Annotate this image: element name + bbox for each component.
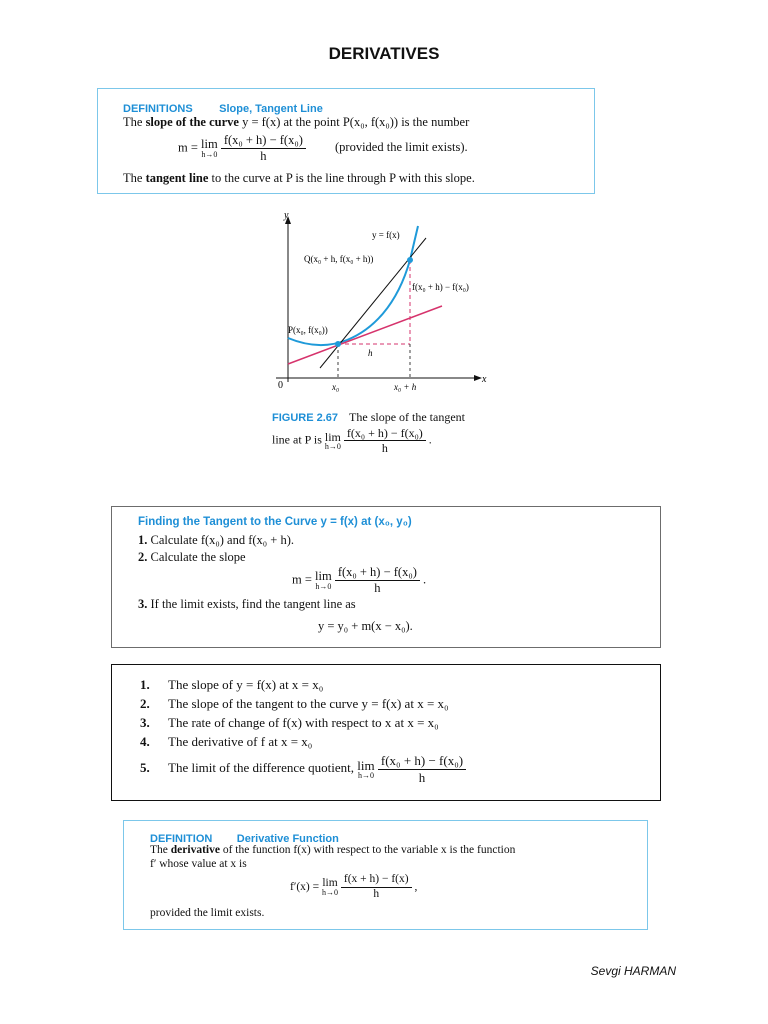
tangent-equation: y = y₀ + m(x − x₀). <box>318 619 413 633</box>
caption-end: . <box>428 432 432 447</box>
caption-text: The slope of the tangent <box>349 410 465 424</box>
formula-prefix: f′(x) = <box>290 880 322 893</box>
caption-line-2 <box>272 426 432 456</box>
curve-label: y = f(x) <box>372 230 400 240</box>
definition-label: DEFINITION <box>150 833 213 845</box>
author-name: Sevgi HARMAN <box>590 964 676 978</box>
definition-topic: Derivative Function <box>236 833 339 845</box>
figure-number: FIGURE 2.67 <box>272 412 339 424</box>
finding-tangent-box <box>111 506 661 648</box>
denominator: h <box>260 149 267 163</box>
item-text: The derivative of f at x = x₀ <box>168 734 313 749</box>
definition-line-2: f′ whose value at x is <box>150 858 247 870</box>
step-text: Calculate f(x₀) and f(x₀ + h). <box>150 533 294 547</box>
point-q-label: Q(x₀ + h, f(x₀ + h)) <box>304 254 374 264</box>
step-number: 3. <box>138 597 148 611</box>
step-3 <box>138 597 356 612</box>
slope-formula <box>178 133 468 164</box>
x-axis-label: x <box>482 374 487 385</box>
proviso-text: (provided the limit exists). <box>335 140 468 155</box>
difference-quotient <box>221 133 306 164</box>
step-2 <box>138 550 246 565</box>
list-item-5 <box>140 753 466 785</box>
text-span: to the curve at P is the line through P with this slope. <box>208 171 475 185</box>
page-title: DERIVATIVES <box>328 44 440 63</box>
limit-operator <box>322 878 338 898</box>
difference-quotient <box>335 565 420 596</box>
denominator: h <box>374 581 381 595</box>
bold-term-slope: slope of the curve <box>145 115 239 129</box>
numerator: f(x + h) − f(x) <box>341 873 412 888</box>
item-text: The rate of change of f(x) with respect to x at x = x₀ <box>168 715 439 730</box>
limit-operator <box>325 431 341 451</box>
lim-subscript: h→0 <box>357 770 374 780</box>
definition-topic: Slope, Tangent Line <box>219 103 323 115</box>
x-axis-arrow-icon <box>474 375 482 381</box>
origin-label: 0 <box>278 380 283 391</box>
formula-prefix: m = <box>292 572 316 587</box>
list-item-2 <box>140 696 449 712</box>
definition-line-1 <box>150 844 515 856</box>
item-number: 2. <box>140 696 150 711</box>
lim-text: lim <box>357 757 375 773</box>
lim-subscript: h→0 <box>324 441 341 451</box>
step-1 <box>138 533 294 548</box>
formula-end: , <box>414 880 418 893</box>
item-number: 4. <box>140 734 150 749</box>
step-number: 1. <box>138 533 148 547</box>
list-item-1 <box>140 677 323 693</box>
text-span: of the function f(x) with respect to the variable x is the function <box>219 844 516 856</box>
formula-prefix: m = <box>178 140 202 155</box>
definition-line-1 <box>123 115 469 130</box>
point-p-marker <box>335 341 341 347</box>
item-number: 1. <box>140 677 150 692</box>
lim-subscript: h→0 <box>322 888 338 898</box>
lim-subscript: h→0 <box>201 149 218 159</box>
y-axis-label: y <box>284 210 289 221</box>
limit-operator <box>315 570 332 591</box>
list-item-3 <box>140 715 439 731</box>
finding-tangent-heading: Finding the Tangent to the Curve y = f(x) at (x₀, y₀) <box>138 516 412 528</box>
caption-line-1 <box>272 410 465 425</box>
tick-x0h-label: x₀ + h <box>394 382 417 392</box>
equivalent-statements-box <box>111 664 661 801</box>
tick-x0-label: x₀ <box>332 382 340 392</box>
definition-line-4: provided the limit exists. <box>150 907 265 919</box>
difference-label: f(x₀ + h) − f(x₀) <box>412 282 469 292</box>
item-number: 5. <box>140 760 150 776</box>
lim-subscript: h→0 <box>315 581 332 591</box>
bold-term-derivative: derivative <box>170 844 220 856</box>
lim-text: lim <box>322 876 338 889</box>
definition-box-slope <box>97 88 595 194</box>
denominator: h <box>373 887 380 900</box>
definition-label: DEFINITIONS <box>123 103 193 115</box>
text-span: The <box>123 115 146 129</box>
numerator: f(x₀ + h) − f(x₀) <box>335 565 420 581</box>
denominator: h <box>381 441 388 456</box>
point-q-marker <box>407 257 413 263</box>
definition-box-derivative-function <box>123 820 648 930</box>
step-number: 2. <box>138 550 148 564</box>
numerator: f(x₀ + h) − f(x₀) <box>221 133 306 149</box>
limit-operator <box>201 138 218 159</box>
list-item-4 <box>140 734 312 750</box>
lim-text: lim <box>324 429 341 444</box>
point-p-label: P(x₀, f(x₀)) <box>288 325 328 335</box>
definition-line-3 <box>123 171 475 186</box>
limit-operator <box>357 759 374 780</box>
text-span: The <box>123 171 146 185</box>
difference-quotient <box>341 873 412 902</box>
caption-text: line at P is <box>272 432 325 447</box>
step-text: Calculate the slope <box>150 550 246 564</box>
text-span: The <box>150 844 171 856</box>
item-text: The slope of the tangent to the curve y = f(x) at x = x₀ <box>168 696 449 711</box>
item-text: The limit of the difference quotient, <box>168 760 358 776</box>
numerator: f(x₀ + h) − f(x₀) <box>378 753 466 770</box>
formula-end: . <box>423 572 427 587</box>
slope-formula <box>292 565 426 596</box>
difference-quotient <box>378 753 466 785</box>
tangent-figure <box>262 206 494 396</box>
item-text: The slope of y = f(x) at x = x₀ <box>168 677 324 692</box>
numerator: f(x₀ + h) − f(x₀) <box>344 426 426 441</box>
h-label: h <box>368 348 373 358</box>
item-number: 3. <box>140 715 150 730</box>
tangent-line <box>288 306 442 364</box>
difference-quotient <box>344 426 426 456</box>
lim-text: lim <box>201 137 218 152</box>
derivative-formula <box>290 873 417 902</box>
bold-term-tangent-line: tangent line <box>145 171 209 185</box>
text-span: y = f(x) at the point P(x₀, f(x₀)) is the number <box>238 115 470 129</box>
lim-text: lim <box>315 569 332 584</box>
denominator: h <box>418 769 426 785</box>
step-text: If the limit exists, find the tangent line as <box>150 597 356 611</box>
